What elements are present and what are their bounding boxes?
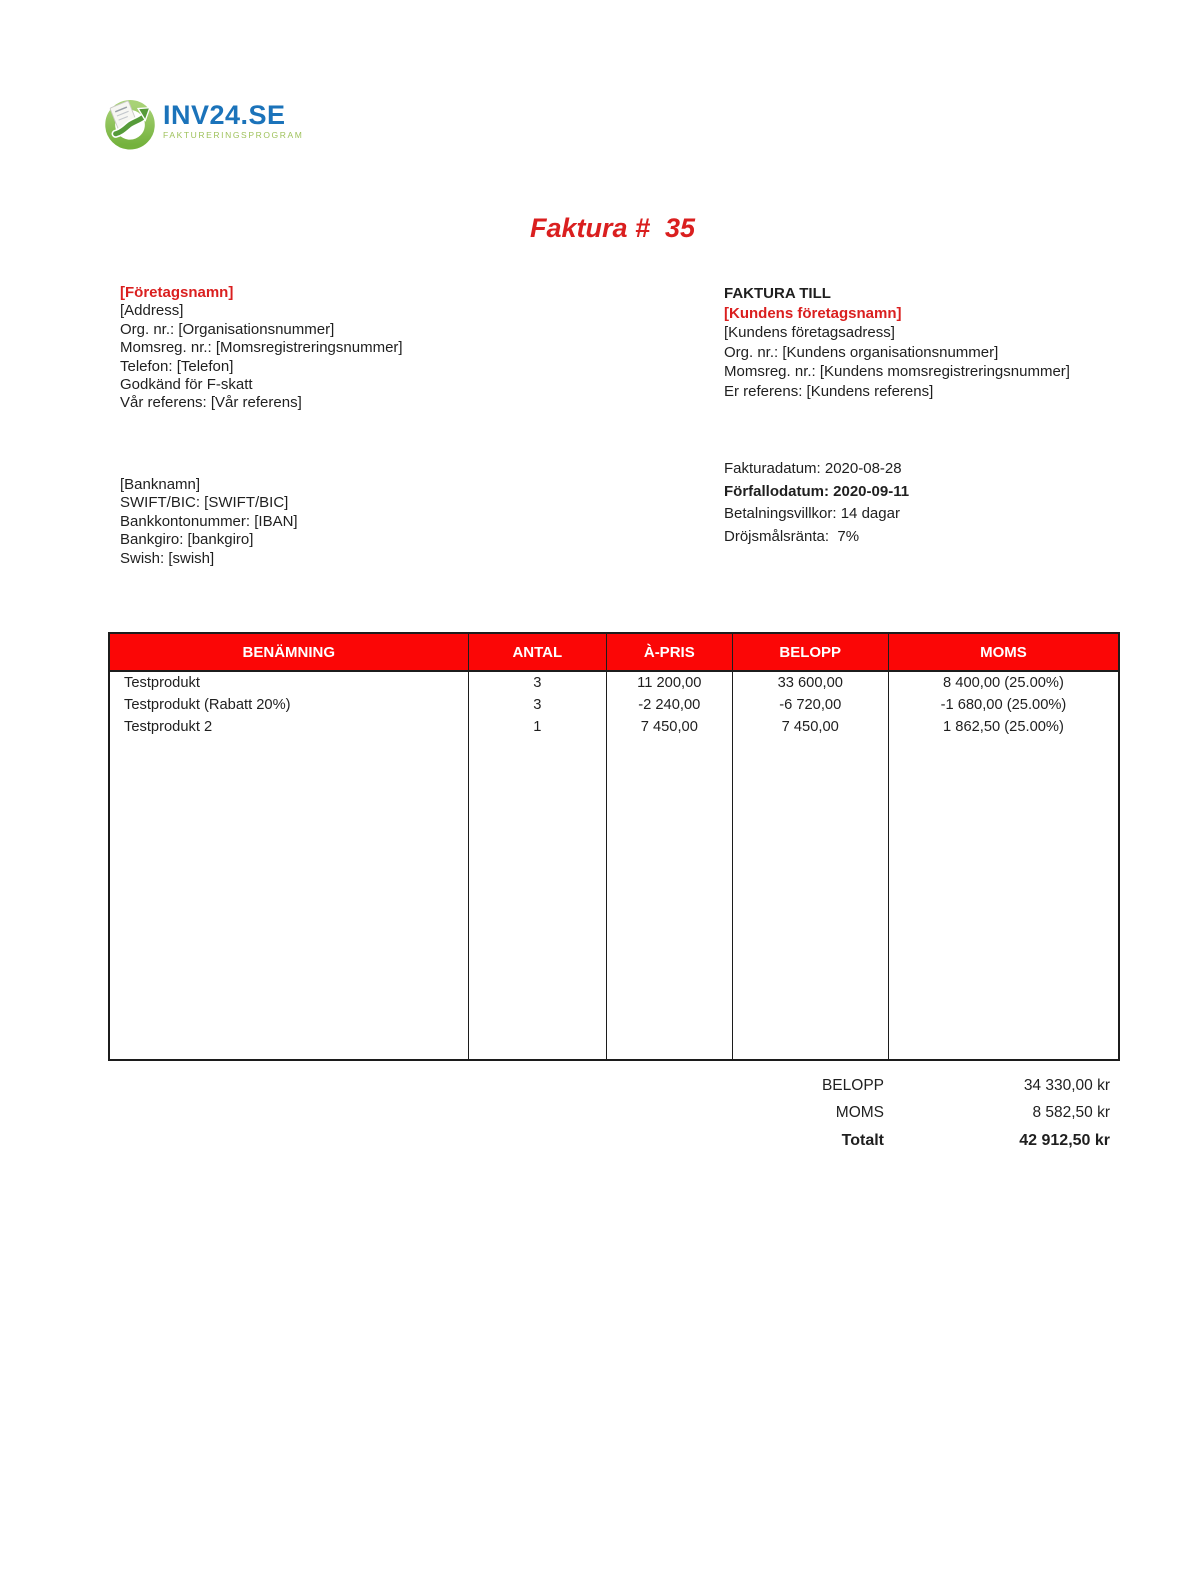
totals-belopp-row xyxy=(600,1072,1120,1100)
seller-orgnr-line: Org. nr.: [Organisationsnummer] xyxy=(120,320,335,338)
seller-block xyxy=(120,284,403,413)
totals-moms-label: MOMS xyxy=(835,1104,884,1122)
invoice-title: Faktura # 35 xyxy=(529,213,696,243)
item-qty-cell: 1 xyxy=(469,716,607,738)
items-table xyxy=(108,632,1120,1061)
items-table-header xyxy=(110,634,1118,672)
bank-swift-line: SWIFT/BIC: [SWIFT/BIC] xyxy=(120,494,289,512)
item-row xyxy=(110,694,1118,716)
bank-name-line: [Banknamn] xyxy=(120,476,201,493)
item-row xyxy=(110,672,1118,694)
item-vat-cell: -1 680,00 (25.00%) xyxy=(940,697,1067,713)
empty-cell xyxy=(889,738,1118,1059)
totals-grand-label: Totalt xyxy=(841,1131,884,1149)
due-date-line: Förfallodatum: 2020-09-11 xyxy=(724,482,910,500)
seller-reference-line: Vår referens: [Vår referens] xyxy=(120,394,302,412)
item-qty-cell: 3 xyxy=(469,672,607,694)
totals-belopp-value: 34 330,00 kr xyxy=(1023,1076,1110,1094)
customer-address-line: [Kundens företagsadress] xyxy=(724,324,895,342)
totals-belopp-label: BELOPP xyxy=(821,1076,884,1094)
totals-moms-row xyxy=(600,1100,1120,1128)
totals-block xyxy=(600,1072,1120,1155)
item-name-cell: Testprodukt xyxy=(110,672,469,694)
header-cell-apris: À-PRIS xyxy=(607,634,733,670)
totals-grand-value: 42 912,50 kr xyxy=(1019,1131,1110,1149)
customer-company-name: [Kundens företagsnamn] xyxy=(724,304,902,322)
item-amount-cell: 7 450,00 xyxy=(733,716,889,738)
totals-grand-row xyxy=(600,1127,1120,1155)
item-vat-cell: 8 400,00 (25.00%) xyxy=(943,675,1064,691)
brand-name: INV24.SE xyxy=(163,100,286,130)
bank-details-block xyxy=(120,476,298,568)
inv24-logo xyxy=(103,96,303,150)
empty-cell xyxy=(469,738,607,1059)
totals-moms-value: 8 582,50 kr xyxy=(1032,1104,1110,1122)
bank-iban-line: Bankkontonummer: [IBAN] xyxy=(120,512,298,530)
header-cell-belopp: BELOPP xyxy=(733,634,889,670)
bank-bankgiro-line: Bankgiro: [bankgiro] xyxy=(120,531,254,549)
item-amount-cell: 33 600,00 xyxy=(733,672,889,694)
item-unit-price-cell: 7 450,00 xyxy=(607,716,733,738)
item-amount-cell: -6 720,00 xyxy=(733,694,889,716)
seller-address-line: [Address] xyxy=(120,302,184,320)
bank-swish-line: Swish: [swish] xyxy=(120,549,215,567)
payment-conditions-line: Betalningsvillkor: 14 dagar xyxy=(724,505,900,523)
table-empty-area xyxy=(110,738,1118,1059)
brand-tagline: FAKTURERINGSPROGRAM xyxy=(163,130,304,140)
item-row xyxy=(110,716,1118,738)
seller-vatnr-line: Momsreg. nr.: [Momsregistreringsnummer] xyxy=(120,339,403,357)
item-unit-price-cell: 11 200,00 xyxy=(607,672,733,694)
invoice-date-line: Fakturadatum: 2020-08-28 xyxy=(724,460,902,477)
empty-cell xyxy=(110,738,469,1059)
header-cell-antal: ANTAL xyxy=(469,634,607,670)
item-name-cell: Testprodukt 2 xyxy=(110,716,469,738)
item-vat-cell: 1 862,50 (25.00%) xyxy=(943,719,1064,735)
bill-to-heading: FAKTURA TILL xyxy=(724,285,831,302)
bill-to-block xyxy=(724,284,1070,402)
seller-phone-line: Telefon: [Telefon] xyxy=(120,357,234,375)
item-qty-cell: 3 xyxy=(469,694,607,716)
item-name-cell: Testprodukt (Rabatt 20%) xyxy=(110,694,469,716)
item-unit-price-cell: -2 240,00 xyxy=(607,694,733,716)
customer-vatnr-line: Momsreg. nr.: [Kundens momsregistreringsnummer] xyxy=(724,363,1070,381)
empty-cell xyxy=(733,738,889,1059)
late-interest-line: Dröjsmålsränta: 7% xyxy=(724,527,860,545)
empty-cell xyxy=(607,738,733,1059)
customer-reference-line: Er referens: [Kundens referens] xyxy=(724,382,934,400)
customer-orgnr-line: Org. nr.: [Kundens organisationsnummer] xyxy=(724,343,999,361)
seller-company-name: [Företagsnamn] xyxy=(120,284,234,301)
inv24-logo-icon xyxy=(103,96,157,150)
header-cell-moms: MOMS xyxy=(980,643,1027,661)
seller-fskatt-line: Godkänd för F-skatt xyxy=(120,376,253,394)
header-cell-benamning: BENÄMNING xyxy=(110,634,469,670)
payment-terms-block xyxy=(724,458,909,548)
